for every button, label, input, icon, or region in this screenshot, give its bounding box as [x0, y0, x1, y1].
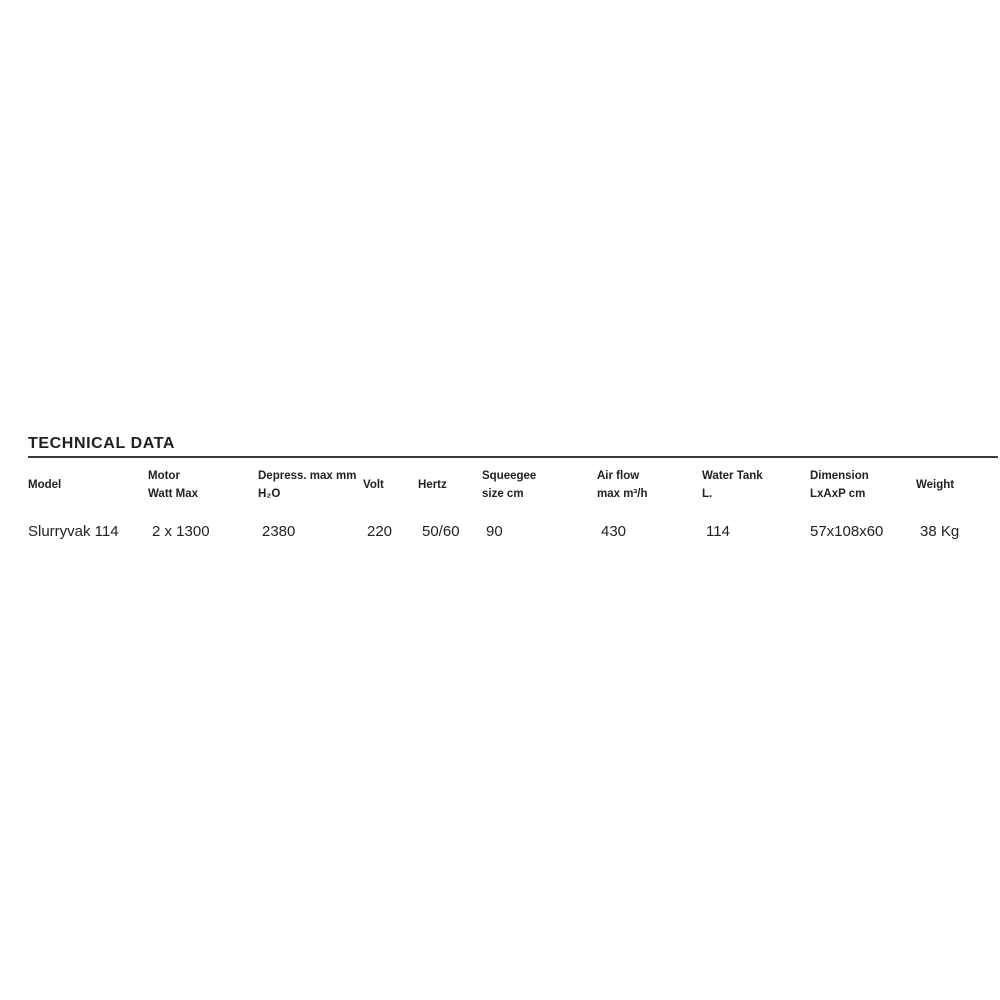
column-header-weight	[916, 467, 998, 503]
header-line: Water Tank	[702, 470, 763, 482]
title-underline	[28, 456, 998, 458]
header-line: Weight	[916, 479, 955, 491]
header-line: LxAxP cm	[810, 488, 866, 500]
header-line: Volt	[363, 479, 384, 491]
column-header-hertz	[418, 467, 482, 503]
cell-dimension: 57x108x60	[810, 523, 884, 540]
header-line: Squeegee	[482, 470, 537, 482]
header-line: L.	[702, 488, 713, 500]
column-header-depression	[258, 467, 363, 503]
column-header-dimension	[810, 467, 916, 503]
header-line: Dimension	[810, 470, 869, 482]
table-row	[28, 524, 998, 540]
cell-weight: 38 Kg	[920, 523, 960, 540]
header-line: Motor	[148, 470, 180, 482]
column-header-motor-watt-max	[148, 467, 258, 503]
cell-depression: 2380	[262, 523, 296, 540]
header-line: Watt Max	[148, 488, 199, 500]
section-title: TECHNICAL DATA	[28, 435, 176, 452]
column-header-model	[28, 467, 148, 503]
header-line: Depress. max mm	[258, 470, 357, 482]
cell-water-tank: 114	[706, 523, 730, 540]
cell-air-flow: 430	[601, 523, 627, 540]
cell-squeegee-size: 90	[486, 523, 503, 540]
header-line: Hertz	[418, 479, 447, 491]
cell-motor-watt-max: 2 x 1300	[152, 523, 210, 540]
cell-model: Slurryvak 114	[28, 523, 119, 540]
header-line: Air flow	[597, 470, 640, 482]
header-line: H₂O	[258, 488, 281, 500]
header-line: size cm	[482, 488, 524, 500]
header-line: max m³/h	[597, 488, 648, 500]
header-line: Model	[28, 479, 62, 491]
table-header-row	[28, 467, 998, 503]
column-header-air-flow	[597, 467, 702, 503]
column-header-volt	[363, 467, 418, 503]
cell-hertz: 50/60	[422, 523, 460, 540]
technical-data-section	[28, 432, 998, 540]
column-header-squeegee-size	[482, 467, 597, 503]
column-header-water-tank	[702, 467, 810, 503]
cell-volt: 220	[367, 523, 393, 540]
